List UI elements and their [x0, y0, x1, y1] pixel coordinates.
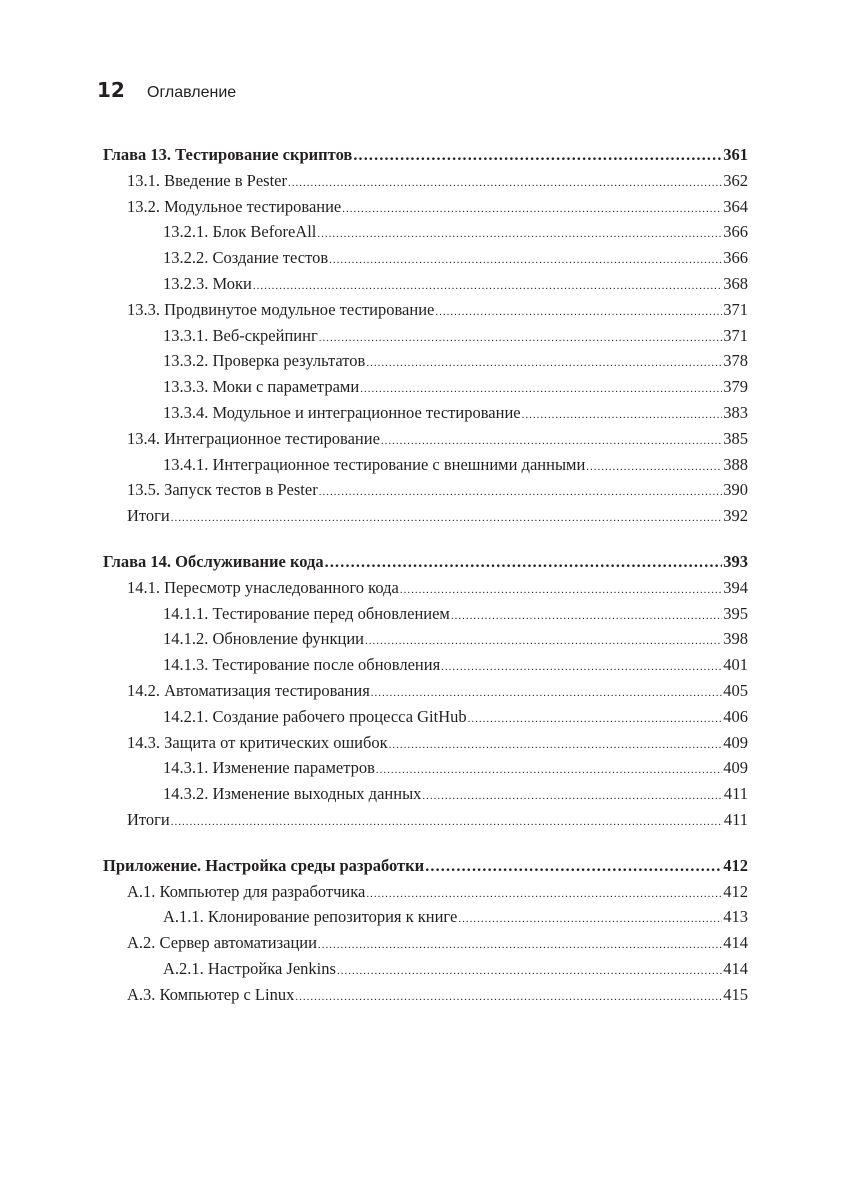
toc-chapter	[103, 142, 748, 168]
toc-entry	[103, 755, 748, 781]
toc-entry	[103, 601, 748, 627]
toc-chapter	[103, 549, 748, 575]
toc-entry-page: 401	[723, 655, 748, 675]
toc-entry	[103, 452, 748, 478]
toc-entry-title: Приложение. Настройка среды разработки	[103, 855, 425, 875]
toc-entry	[103, 982, 748, 1008]
dot-leader	[317, 219, 722, 248]
toc-entry-title: A.1. Компьютер для разработчика	[127, 881, 366, 901]
toc-entry-page: 395	[723, 603, 748, 623]
toc-entry-page: 406	[723, 706, 748, 726]
toc-entry-page: 411	[723, 784, 748, 804]
toc-entry-page: 371	[723, 299, 748, 319]
page-header	[97, 78, 236, 102]
toc-entry	[103, 879, 748, 905]
dot-leader	[360, 374, 722, 403]
dot-leader	[318, 930, 722, 959]
toc-entry-title: 13.2.1. Блок BeforeAll	[163, 222, 317, 242]
toc-entry-page: 413	[723, 907, 748, 927]
toc-entry-page: 394	[723, 577, 748, 597]
toc-entry	[103, 323, 748, 349]
toc-entry-title: 13.3.2. Проверка результатов	[163, 351, 366, 371]
toc-entry-page: 409	[723, 758, 748, 778]
toc-entry-page: 398	[723, 629, 748, 649]
dot-leader	[253, 271, 722, 300]
dot-leader	[171, 807, 723, 836]
toc-entry-page: 415	[723, 984, 748, 1004]
toc-entry-page: 405	[723, 680, 748, 700]
toc-entry	[103, 930, 748, 956]
toc-entry	[103, 575, 748, 601]
toc-entry-page: 368	[723, 273, 748, 293]
toc-entry	[103, 245, 748, 271]
dot-leader	[435, 297, 722, 326]
dot-leader	[366, 879, 722, 908]
toc-entry-page: 392	[723, 506, 748, 526]
toc-entry-title: 13.2.3. Моки	[163, 273, 252, 293]
toc-entry-title: 13.1. Введение в Pester	[127, 170, 287, 190]
dot-leader	[288, 168, 722, 197]
toc-entry	[103, 374, 748, 400]
toc-entry-page: 414	[723, 958, 748, 978]
toc-entry-title: A.3. Компьютер с Linux	[127, 984, 295, 1004]
toc-entry-page: 412	[723, 855, 748, 875]
dot-leader	[171, 503, 722, 532]
toc-entry-title: A.1.1. Клонирование репозитория к книге	[163, 907, 458, 927]
toc-entry	[103, 168, 748, 194]
dot-leader	[325, 549, 723, 576]
toc-entry-page: 364	[723, 196, 748, 216]
dot-leader	[586, 452, 722, 481]
toc-entry-title: A.2. Сервер автоматизации	[127, 933, 317, 953]
toc-entry	[103, 807, 748, 833]
dot-leader	[319, 323, 723, 352]
dot-leader	[389, 730, 723, 759]
toc-entry-page: 393	[723, 551, 748, 571]
toc-entry-title: 14.3.1. Изменение параметров	[163, 758, 375, 778]
toc-entry-page: 366	[723, 222, 748, 242]
toc-entry-title: 13.4.1. Интеграционное тестирование с внешними данными	[163, 454, 586, 474]
dot-leader	[422, 781, 722, 810]
toc-entry-title: 14.3. Защита от критических ошибок	[127, 732, 388, 752]
toc-entry-title: 14.1.2. Обновление функции	[163, 629, 364, 649]
toc-entry	[103, 904, 748, 930]
dot-leader	[342, 194, 722, 223]
dot-leader	[337, 956, 722, 985]
dot-leader	[319, 477, 723, 506]
page-number: 12	[97, 78, 125, 102]
toc-entry-title: 13.3.3. Моки с параметрами	[163, 377, 360, 397]
toc-entry	[103, 730, 748, 756]
toc-entry-page: 388	[723, 454, 748, 474]
toc-entry	[103, 956, 748, 982]
toc-entry	[103, 426, 748, 452]
dot-leader	[522, 400, 723, 429]
toc-entry-page: 412	[723, 881, 748, 901]
toc-entry-title: 13.5. Запуск тестов в Pester	[127, 480, 318, 500]
toc-entry	[103, 400, 748, 426]
toc-entry	[103, 503, 748, 529]
toc-entry	[103, 194, 748, 220]
dot-leader	[353, 142, 722, 169]
toc-entry-page: 362	[723, 170, 748, 190]
toc-entry-title: 13.3.4. Модульное и интеграционное тестирование	[163, 402, 521, 422]
dot-leader	[441, 652, 722, 681]
toc-entry-title: 14.3.2. Изменение выходных данных	[163, 784, 422, 804]
toc-entry-page: 383	[723, 402, 748, 422]
toc-entry-title: 14.1.1. Тестирование перед обновлением	[163, 603, 450, 623]
toc-entry-title: Итоги	[127, 809, 170, 829]
toc-entry-title: 13.2.2. Создание тестов	[163, 248, 329, 268]
toc-entry-title: Глава 13. Тестирование скриптов	[103, 145, 353, 164]
dot-leader	[376, 755, 722, 784]
toc-entry-page: 366	[723, 248, 748, 268]
toc-entry-page: 385	[723, 428, 748, 448]
dot-leader	[400, 575, 722, 604]
toc-entry-page: 411	[723, 809, 748, 829]
table-of-contents	[103, 142, 748, 1008]
dot-leader	[371, 678, 722, 707]
toc-entry-title: 13.4. Интеграционное тестирование	[127, 428, 380, 448]
dot-leader	[381, 426, 722, 455]
dot-leader	[451, 601, 722, 630]
toc-entry-page: 371	[723, 325, 748, 345]
toc-entry-title: A.2.1. Настройка Jenkins	[163, 958, 336, 978]
toc-entry-page: 378	[723, 351, 748, 371]
toc-entry-title: 13.3.1. Веб-скрейпинг	[163, 325, 318, 345]
dot-leader	[295, 982, 722, 1011]
toc-entry-title: Итоги	[127, 506, 170, 526]
dot-leader	[329, 245, 722, 274]
toc-entry	[103, 678, 748, 704]
toc-entry-page: 414	[723, 933, 748, 953]
toc-entry-title: 14.2. Автоматизация тестирования	[127, 680, 370, 700]
toc-entry-title: 14.2.1. Создание рабочего процесса GitHub	[163, 706, 467, 726]
toc-entry	[103, 781, 748, 807]
toc-chapter	[103, 853, 748, 879]
toc-entry-page: 390	[723, 480, 748, 500]
toc-entry	[103, 271, 748, 297]
toc-entry	[103, 297, 748, 323]
dot-leader	[365, 626, 722, 655]
toc-entry-title: 14.1. Пересмотр унаследованного кода	[127, 577, 399, 597]
toc-entry-title: 14.1.3. Тестирование после обновления	[163, 655, 441, 675]
toc-entry	[103, 704, 748, 730]
dot-leader	[425, 853, 722, 880]
toc-entry-title: Глава 14. Обслуживание кода	[103, 551, 324, 571]
running-title: Оглавление	[147, 84, 237, 101]
toc-entry-page: 379	[723, 377, 748, 397]
toc-entry	[103, 219, 748, 245]
toc-entry-page: 409	[723, 732, 748, 752]
toc-entry-title: 13.3. Продвинутое модульное тестирование	[127, 299, 435, 319]
toc-entry-page: 361	[723, 145, 748, 164]
toc-entry	[103, 348, 748, 374]
toc-entry	[103, 652, 748, 678]
toc-entry	[103, 626, 748, 652]
dot-leader	[458, 904, 722, 933]
toc-entry	[103, 477, 748, 503]
dot-leader	[366, 348, 722, 377]
toc-entry-title: 13.2. Модульное тестирование	[127, 196, 342, 216]
dot-leader	[468, 704, 723, 733]
